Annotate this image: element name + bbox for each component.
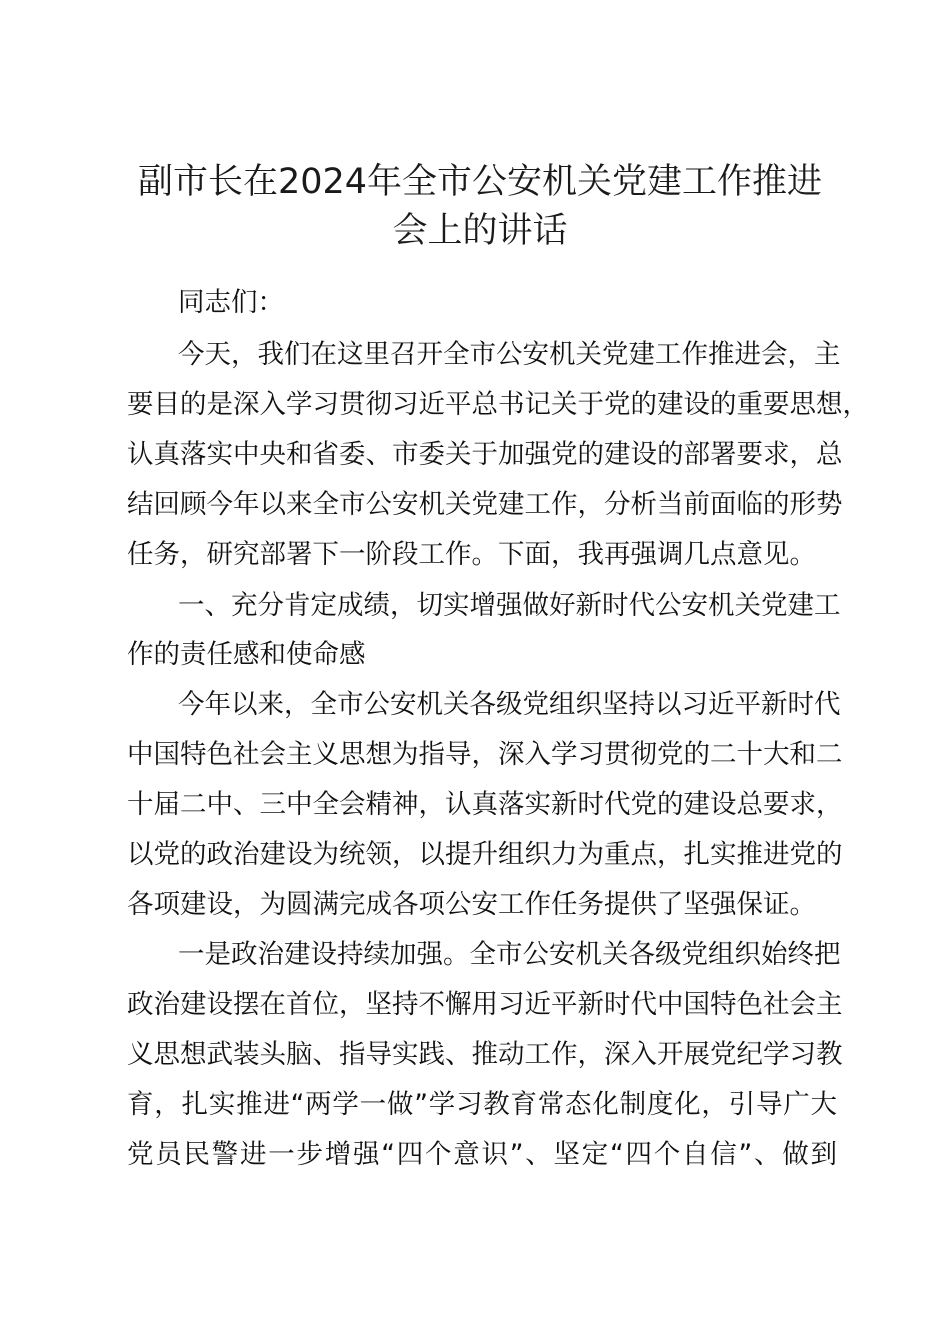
paragraph-line: 一是政治建设持续加强。全市公安机关各级党组织始终把 (178, 939, 841, 970)
paragraph-line: 以党的政治建设为统领，以提升组织力为重点，扎实推进党的 (127, 839, 843, 870)
paragraph-line: 要目的是深入学习贯彻习近平总书记关于党的建设的重要思想， (127, 389, 869, 420)
paragraph-line: 任务，研究部署下一阶段工作。下面，我再强调几点意见。 (127, 539, 816, 570)
paragraph-line: 育，扎实推进“两学一做”学习教育常态化制度化，引导广大 (127, 1089, 837, 1120)
paragraph-line: 认真落实中央和省委、市委关于加强党的建设的部署要求，总 (127, 439, 843, 470)
paragraph-line: 政治建设摆在首位，坚持不懈用习近平新时代中国特色社会主 (127, 989, 843, 1020)
document-title-line-2: 会上的讲话 (392, 211, 568, 251)
section-heading-line: 一、充分肯定成绩，切实增强做好新时代公安机关党建工 (178, 590, 841, 621)
paragraph-line: 十届二中、三中全会精神，认真落实新时代党的建设总要求， (127, 789, 843, 820)
document-title-line-1: 副市长在2024年全市公安机关党建工作推进 (137, 162, 823, 202)
paragraph-line: 党员民警进一步增强“四个意识”、坚定“四个自信”、做到 (127, 1139, 837, 1170)
paragraph-line: 义思想武装头脑、指导实践、推动工作，深入开展党纪学习教 (127, 1039, 843, 1070)
salutation: 同志们： (178, 287, 284, 318)
paragraph-line: 结回顾今年以来全市公安机关党建工作，分析当前面临的形势 (127, 489, 843, 520)
paragraph-line: 今年以来，全市公安机关各级党组织坚持以习近平新时代 (178, 689, 841, 720)
paragraph-line: 今天，我们在这里召开全市公安机关党建工作推进会，主 (178, 339, 841, 370)
paragraph-line: 中国特色社会主义思想为指导，深入学习贯彻党的二十大和二 (127, 739, 843, 770)
paragraph-line: 各项建设，为圆满完成各项公安工作任务提供了坚强保证。 (127, 889, 816, 920)
section-heading-line: 作的责任感和使命感 (127, 639, 366, 670)
